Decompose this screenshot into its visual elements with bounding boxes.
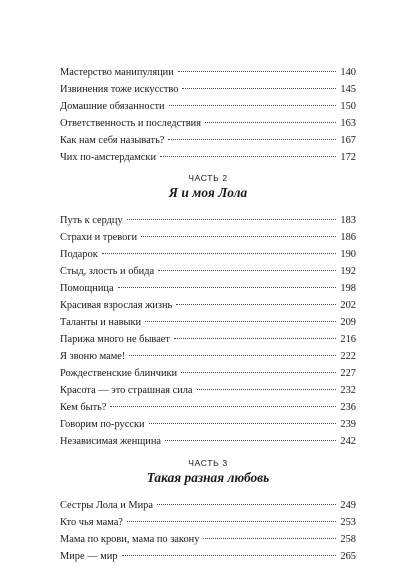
toc-entry-page: 209	[340, 317, 356, 328]
toc-entry[interactable]	[60, 514, 356, 532]
toc-entry-page: 236	[340, 402, 356, 413]
toc-entry-title: Извинения тоже искусство	[60, 84, 179, 95]
toc-entry[interactable]	[60, 263, 356, 281]
toc-leader-dots	[181, 372, 336, 373]
toc-entry-title: Красивая взрослая жизнь	[60, 300, 173, 311]
toc-entry-page: 242	[340, 436, 356, 447]
toc-leader-dots	[157, 504, 336, 505]
toc-leader-dots	[165, 440, 336, 441]
part-label: ЧАСТЬ 3	[188, 458, 228, 468]
toc-entry[interactable]	[60, 149, 356, 167]
toc-entry-page: 232	[340, 385, 356, 396]
toc-entry-title: Парижа много не бывает	[60, 334, 170, 345]
toc-leader-dots	[127, 219, 336, 220]
toc-entry-page: 249	[340, 500, 356, 511]
toc-entry[interactable]	[60, 297, 356, 315]
toc-leader-dots	[158, 270, 336, 271]
toc-leader-dots	[197, 389, 336, 390]
toc-entry-title: Подарок	[60, 249, 98, 260]
toc-entry-page: 216	[340, 334, 356, 345]
toc-entry-title: Рождественские блинчики	[60, 368, 178, 379]
toc-entry[interactable]	[60, 314, 356, 332]
toc-entry-page: 239	[340, 419, 356, 430]
toc-entry-title: Страхи и тревоги	[60, 232, 138, 243]
toc-entry[interactable]	[60, 531, 356, 549]
toc-entry-page: 258	[340, 534, 356, 545]
toc-entry-title: Я звоню маме!	[60, 351, 126, 362]
toc-leader-dots	[203, 538, 336, 539]
toc-entry[interactable]	[60, 115, 356, 133]
toc-entry-title: Таланты и навыки	[60, 317, 142, 328]
toc-entry[interactable]	[60, 348, 356, 366]
toc-entry[interactable]	[60, 64, 356, 82]
toc-leader-dots	[102, 253, 336, 254]
toc-leader-dots	[149, 423, 336, 424]
toc-entry[interactable]	[60, 548, 356, 566]
toc-entry-page: 145	[340, 84, 356, 95]
toc-entry-page: 198	[340, 283, 356, 294]
toc-entry[interactable]	[60, 365, 356, 383]
toc-entry-page: 202	[340, 300, 356, 311]
toc-entry-title: Помощница	[60, 283, 114, 294]
toc-entry-page: 167	[340, 135, 356, 146]
toc-entry-title: Как нам себя называть?	[60, 135, 165, 146]
toc-entry-title: Кем быть?	[60, 402, 107, 413]
part-label: ЧАСТЬ 2	[188, 173, 228, 183]
toc-leader-dots	[176, 304, 336, 305]
toc-leader-dots	[122, 555, 336, 556]
toc-entry-title: Ответственность и последствия	[60, 118, 201, 129]
toc-leader-dots	[110, 406, 336, 407]
toc-entry-page: 265	[340, 551, 356, 562]
toc-entry-page: 150	[340, 101, 356, 112]
toc-entry-page: 140	[340, 67, 356, 78]
toc-leader-dots	[205, 122, 336, 123]
toc-leader-dots	[160, 156, 336, 157]
toc-entry-page: 192	[340, 266, 356, 277]
toc-leader-dots	[174, 338, 336, 339]
toc-entry[interactable]	[60, 212, 356, 230]
toc-entry-title: Мастерство манипуляции	[60, 67, 174, 78]
toc-entry-title: Путь к сердцу	[60, 215, 123, 226]
toc-entry[interactable]	[60, 416, 356, 434]
toc-leader-dots	[129, 355, 336, 356]
toc-entry-page: 163	[340, 118, 356, 129]
toc-entry-title: Мама по крови, мама по закону	[60, 534, 200, 545]
toc-entry-page: 253	[340, 517, 356, 528]
toc-entry-title: Независимая женщина	[60, 436, 162, 447]
toc-entry[interactable]	[60, 433, 356, 451]
toc-entry[interactable]	[60, 132, 356, 150]
toc-entry-title: Стыд, злость и обида	[60, 266, 155, 277]
part-title: Такая разная любовь	[146, 470, 270, 485]
toc-leader-dots	[118, 287, 336, 288]
toc-entry-page: 172	[340, 152, 356, 163]
toc-entry[interactable]	[60, 81, 356, 99]
toc-leader-dots	[178, 71, 336, 72]
toc-entry[interactable]	[60, 98, 356, 116]
toc-entry[interactable]	[60, 382, 356, 400]
toc-entry[interactable]	[60, 399, 356, 417]
toc-entry[interactable]	[60, 246, 356, 264]
part-title: Я и моя Лола	[168, 185, 248, 200]
toc-entry-title: Домашние обязанности	[60, 101, 165, 112]
toc-leader-dots	[141, 236, 336, 237]
toc-entry-title: Мире — мир	[60, 551, 118, 562]
toc-entry[interactable]	[60, 331, 356, 349]
toc-entry-title: Чих по-амстердамски	[60, 152, 157, 163]
toc-entry-title: Говорим по-русски	[60, 419, 145, 430]
toc-entry-title: Кто чья мама?	[60, 517, 123, 528]
toc-entry[interactable]	[60, 280, 356, 298]
toc-leader-dots	[145, 321, 336, 322]
toc-entry-page: 183	[340, 215, 356, 226]
toc-entry-page: 227	[340, 368, 356, 379]
toc-leader-dots	[169, 105, 336, 106]
toc-entry-title: Красота — это страшная сила	[60, 385, 193, 396]
toc-entry-page: 190	[340, 249, 356, 260]
toc-entry-title: Сестры Лола и Мира	[60, 500, 153, 511]
toc-leader-dots	[127, 521, 336, 522]
toc-leader-dots	[168, 139, 336, 140]
toc-entry[interactable]	[60, 497, 356, 515]
toc-leader-dots	[182, 88, 336, 89]
toc-entry-page: 186	[340, 232, 356, 243]
toc-entry-page: 222	[340, 351, 356, 362]
toc-entry[interactable]	[60, 229, 356, 247]
